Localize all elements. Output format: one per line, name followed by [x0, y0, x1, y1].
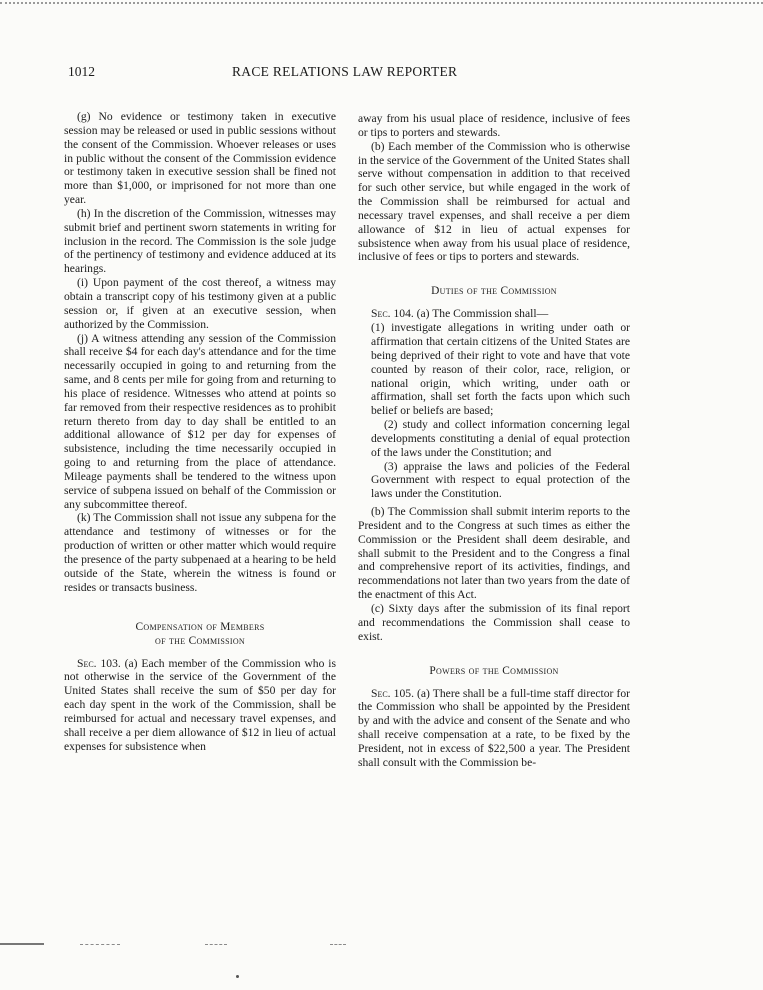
list-item-1: (1) investigate allegations in writing under oath or affirmation that certain citizens of the United States are being deprived of their right to vote and have that vote counted by reason of their color, race, religion, or national origin, which writing, under oath or affirmation, shall set forth the facts upon which such belief or beliefs are based;	[371, 321, 630, 418]
scan-mark	[0, 943, 44, 945]
scan-top-edge	[0, 2, 763, 4]
heading-compensation-line2: of the Commission	[155, 634, 245, 647]
paragraph-j: (j) A witness attending any session of the Commission shall receive $4 for each day's attendance and for the time necessarily occupied in going to and returning from the same, and 8 cents per mile for going from and returning to his place of residence. Witnesses who attend at points so far removed from their respective residences as to prohibit return thereto from day to day shall be entitled to an additional allowance of $12 per day for expenses of subsistence, including the time necessarily occupied in going to and returning from the place of attendance. Mileage payments shall be tendered to the witness upon service of subpena issued on behalf of the Commission or any subcommittee thereof.	[64, 331, 336, 511]
paragraph-g: (g) No evidence or testimony taken in executive session may be released or used in public sessions without the consent of the Commission. Whoever releases or uses in public without the consent of the Commission evidence or testimony taken in executive session shall be fined not more than $1,000, or imprisoned for not more than one year.	[64, 110, 336, 207]
section-label: Sec.	[77, 656, 97, 670]
paragraph-104c: (c) Sixty days after the submission of its final report and recommendations the Commission shall cease to exist.	[358, 602, 630, 643]
scan-mark	[80, 944, 120, 945]
section-105-paragraph	[358, 687, 630, 770]
left-column	[64, 110, 336, 753]
section-label: Sec.	[371, 307, 391, 321]
heading-duties: Duties of the Commission	[431, 285, 557, 298]
paragraph-i: (i) Upon payment of the cost thereof, a witness may obtain a transcript copy of his testimony given at a public session or, if given at an executive session, when authorized by the Commission.	[64, 276, 336, 331]
page-number: 1012	[68, 64, 95, 79]
scan-speck	[236, 975, 239, 978]
list-item-3: (3) appraise the laws and policies of the Federal Government with respect to equal protection of the laws under the Constitution.	[371, 459, 630, 501]
paragraph-k: (k) The Commission shall not issue any subpena for the attendance and testimony of witnesses or for the production of written or other matter which would require the presence of the party subpenaed at a hearing to be held outside of the State, wherein the witness is found or resides or transacts business.	[64, 511, 336, 594]
section-104-paragraph	[358, 307, 630, 321]
section-103-text: 103. (a) Each member of the Commission who is not otherwise in the service of the Government of the United States shall receive the sum of $50 per day for each day spent in the work of the Commission, shall be reimbursed for actual and necessary travel expenses, and shall receive a per diem allowance of $12 in lieu of actual expenses for subsistence when	[64, 656, 336, 753]
section-104-text: 104. (a) The Commission shall—	[393, 307, 549, 321]
scan-mark	[205, 944, 227, 945]
section-label: Sec.	[371, 686, 391, 700]
section-105-text: 105. (a) There shall be a full-time staff director for the Commission who shall be appointed by the President by and with the advice and consent of the Senate and who shall receive compensation at a rate, to be fixed by the President, not in excess of $22,500 a year. The President shall consult with the Commission be-	[358, 686, 630, 769]
paragraph-h: (h) In the discretion of the Commission, witnesses may submit brief and pertinent sworn statements in writing for inclusion in the record. The Commission is the sole judge of the pertinency of testimony and evidence adduced at its hearings.	[64, 206, 336, 276]
running-head: RACE RELATIONS LAW REPORTER	[232, 64, 458, 79]
paragraph-continued: away from his usual place of residence, inclusive of fees or tips to porters and stewards.	[358, 112, 630, 139]
section-103-paragraph	[64, 657, 336, 754]
scan-mark	[330, 944, 346, 945]
paragraph-104b: (b) The Commission shall submit interim reports to the President and to the Congress at such times as either the Commission or the President shall deem desirable, and shall submit to the President and to the Congress a final and comprehensive report of its activities, findings, and recommendations not later than two years from the date of the enactment of this Act.	[358, 505, 630, 602]
right-column	[358, 112, 630, 770]
list-item-2: (2) study and collect information concerning legal developments constituting a denial of equal protection of the laws under the Constitution; and	[371, 418, 630, 459]
heading-compensation-line1: Compensation of Members	[135, 620, 265, 633]
heading-powers: Powers of the Commission	[429, 664, 559, 677]
paragraph-b: (b) Each member of the Commission who is otherwise in the service of the Government of the United States shall serve without compensation in addition to that received for such other service, but while engaged in the work of the Commission shall be reimbursed for actual and necessary travel expenses, and shall receive a per diem allowance of $12 in lieu of actual expenses for subsistence when away from his usual place of residence, inclusive of fees or tips to porters and stewards.	[358, 139, 630, 264]
